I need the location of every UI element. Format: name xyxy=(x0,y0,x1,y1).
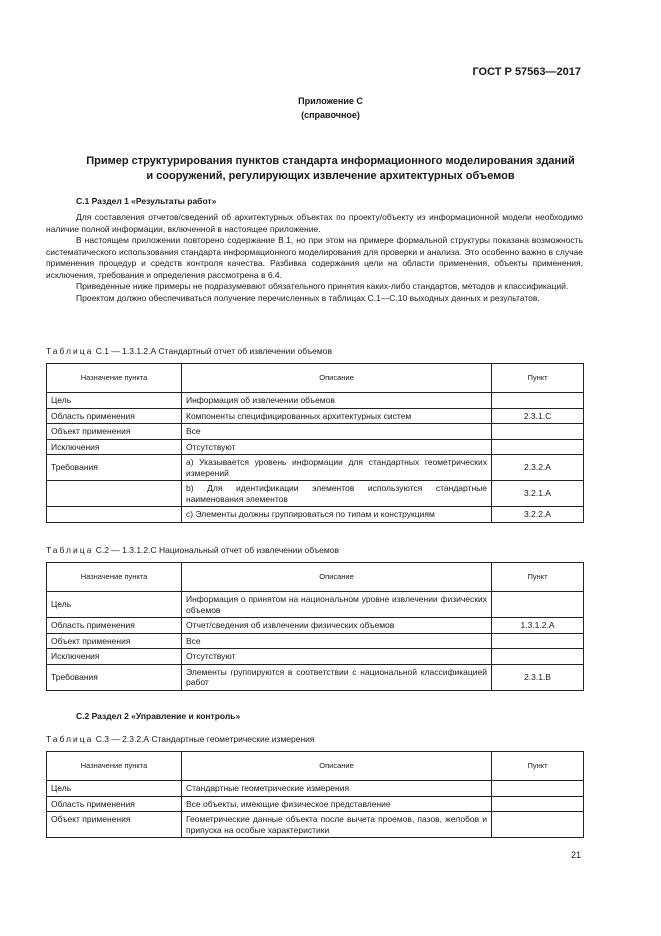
table-row xyxy=(47,439,584,455)
table-2-caption-text: С.2 — 1.3.1.2.С Национальный отчет об извлечении объемов xyxy=(93,545,339,555)
table-header-row xyxy=(47,364,584,393)
row-description: с) Элементы должны группироваться по типам и конструкциям xyxy=(182,507,492,523)
row-purpose: Объект применения xyxy=(47,812,182,838)
table-row xyxy=(47,664,584,690)
paragraph-2: В настоящем приложении повторено содержание В.1, но при этом на примере формальной структуры показана возможность систематического использования стандарта информационного моделирования для проверки и анализа. Это особенно важно в случае применения процедур и средств контроля качества. Разбивка содержания цели на области применения, объекты применения, исключения, требования и определения рассмотрена в 6.4. xyxy=(46,235,583,280)
row-clause xyxy=(492,592,584,618)
row-purpose: Требования xyxy=(47,455,182,481)
row-purpose: Исключения xyxy=(47,649,182,665)
section-2-heading: С.2 Раздел 2 «Управление и контроль» xyxy=(76,711,241,721)
table-row xyxy=(47,393,584,409)
row-clause: 3.2.1.А xyxy=(492,481,584,507)
table-3-caption-text: С.3 — 2.3.2.А Стандартные геометрические измерения xyxy=(93,734,315,744)
row-purpose: Область применения xyxy=(47,618,182,634)
row-clause xyxy=(492,633,584,649)
appendix-label: Приложение С xyxy=(298,96,363,106)
table-row xyxy=(47,592,584,618)
row-purpose: Объект применения xyxy=(47,633,182,649)
table-1-caption xyxy=(46,346,332,356)
paragraph-1: Для составления отчетов/сведений об архитектурных объектах по проекту/объекту из информационной модели необходимо наличие полной информации, включенной в настоящее приложение. xyxy=(46,212,583,234)
table-3-caption xyxy=(46,734,315,744)
header-clause: Пункт xyxy=(492,364,584,393)
row-clause: 1.3.1.2.А xyxy=(492,618,584,634)
header-purpose: Назначение пункта xyxy=(47,752,182,781)
page-number: 21 xyxy=(570,850,581,860)
row-purpose: Область применения xyxy=(47,408,182,424)
row-description: Все xyxy=(182,424,492,440)
row-description: Информация о принятом на национальном уровне извлечении физических объемов xyxy=(182,592,492,618)
row-description: Компоненты специфицированных архитектурных систем xyxy=(182,408,492,424)
table-row xyxy=(47,618,584,634)
table-header-row xyxy=(47,752,584,781)
row-purpose: Цель xyxy=(47,393,182,409)
table-1-caption-word: Таблица xyxy=(46,346,94,356)
row-clause xyxy=(492,796,584,812)
header-description: Описание xyxy=(182,752,492,781)
table-1-caption-text: С.1 — 1.3.1.2.А Стандартный отчет об извлечении объемов xyxy=(93,346,332,356)
header-clause: Пункт xyxy=(492,563,584,592)
row-description: Элементы группируются в соответствии с национальной классификацией работ xyxy=(182,664,492,690)
table-2-caption-word: Таблица xyxy=(46,545,94,555)
header-purpose: Назначение пункта xyxy=(47,563,182,592)
row-description: Отсутствуют xyxy=(182,439,492,455)
row-purpose: Исключения xyxy=(47,439,182,455)
row-clause: 2.3.1.С xyxy=(492,408,584,424)
header-clause: Пункт xyxy=(492,752,584,781)
row-clause xyxy=(492,439,584,455)
row-purpose xyxy=(47,507,182,523)
table-row xyxy=(47,455,584,481)
appendix-note: (справочное) xyxy=(301,110,360,120)
table-row xyxy=(47,481,584,507)
row-description: Все объекты, имеющие физическое представление xyxy=(182,796,492,812)
header-description: Описание xyxy=(182,563,492,592)
table-3 xyxy=(46,751,584,838)
table-row xyxy=(47,424,584,440)
row-purpose xyxy=(47,481,182,507)
row-description: Информация об извлечении объемов xyxy=(182,393,492,409)
table-row xyxy=(47,507,584,523)
row-description: b) Для идентификации элементов используются стандартные наименования элементов xyxy=(182,481,492,507)
header-purpose: Назначение пункта xyxy=(47,364,182,393)
row-purpose: Цель xyxy=(47,781,182,797)
intro-text xyxy=(46,212,583,304)
row-clause: 2.3.2.А xyxy=(492,455,584,481)
table-header-row xyxy=(47,563,584,592)
table-2-caption xyxy=(46,545,339,555)
table-row xyxy=(47,649,584,665)
table-1 xyxy=(46,363,584,523)
table-row xyxy=(47,408,584,424)
row-clause xyxy=(492,781,584,797)
title-line-1: Пример структурирования пунктов стандарта информационного моделирования зданий xyxy=(86,155,575,167)
table-row xyxy=(47,781,584,797)
row-clause xyxy=(492,424,584,440)
table-row xyxy=(47,812,584,838)
row-purpose: Объект применения xyxy=(47,424,182,440)
section-1-heading: С.1 Раздел 1 «Результаты работ» xyxy=(76,196,217,206)
row-description: Отсутствуют xyxy=(182,649,492,665)
row-description: Геометрические данные объекта после вычета проемов, пазов, желобов и припуска на особые характеристики xyxy=(182,812,492,838)
row-description: Все xyxy=(182,633,492,649)
row-clause xyxy=(492,649,584,665)
paragraph-3: Приведенные ниже примеры не подразумевают обязательного принятия каких-либо стандартов, методов и классификаций. xyxy=(76,281,569,291)
row-purpose: Требования xyxy=(47,664,182,690)
row-description: Отчет/сведения об извлечении физических объемов xyxy=(182,618,492,634)
row-clause xyxy=(492,812,584,838)
table-3-caption-word: Таблица xyxy=(46,734,94,744)
row-purpose: Область применения xyxy=(47,796,182,812)
document-code: ГОСТ Р 57563—2017 xyxy=(472,66,581,78)
paragraph-4: Проектом должно обеспечиваться получение перечисленных в таблицах С.1—С.10 выходных данных и результатов. xyxy=(76,292,540,303)
row-clause: 2.3.1.В xyxy=(492,664,584,690)
row-clause: 3.2.2.А xyxy=(492,507,584,523)
table-row xyxy=(47,633,584,649)
row-clause xyxy=(492,393,584,409)
title-line-2: и сооружений, регулирующих извлечение архитектурных объемов xyxy=(146,170,515,182)
row-description: Стандартные геометрические измерения xyxy=(182,781,492,797)
row-purpose: Цель xyxy=(47,592,182,618)
table-row xyxy=(47,796,584,812)
table-2 xyxy=(46,562,584,691)
header-description: Описание xyxy=(182,364,492,393)
row-description: а) Указывается уровень информации для стандартных геометрических измерений xyxy=(182,455,492,481)
page-title xyxy=(60,154,601,184)
